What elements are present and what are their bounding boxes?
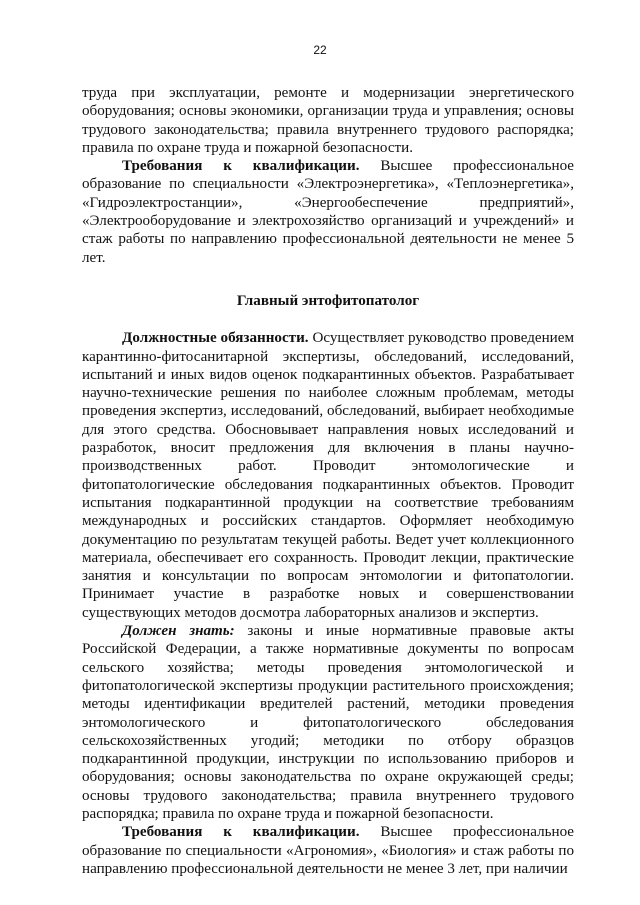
- qualification-text: Высшее профессиональное образование по специальности «Электроэнергетика», «Теплоэнергетика», «Гидроэлектростанции», «Энергообеспечение предприятий», «Электрооборудование и электрохозяйство организаций и учреждений» и стаж работы по направлению профессиональной деятельности не менее 5 лет.: [82, 158, 574, 266]
- qualification-label: Требования к квалификации.: [122, 158, 360, 175]
- qualification-text-2: Высшее профессиональное образование по специальности «Агрономия», «Биология» и стаж работы по направлению профессиональной деятельности не менее 3 лет, при наличии: [82, 824, 574, 877]
- paragraph-qualification-requirements: [82, 157, 574, 267]
- duties-label: Должностные обязанности.: [122, 330, 309, 347]
- paragraph-continuation: труда при эксплуатации, ремонте и модернизации энергетического оборудования; основы экономики, организации труда и управления; основы трудового законодательства; правила внутреннего трудового распорядка; правила по охране труда и пожарной безопасности.: [82, 85, 574, 156]
- page-content: [82, 84, 574, 878]
- duties-text: Осуществляет руководство проведением карантинно-фитосанитарной экспертизы, обследований, исследований, испытаний и иных видов оценок подкарантинных объектов. Разрабатывает научно-технические решения по наиболее сложным проблемам, методы проведения экспертиз, исследований, обследований, выбирает необходимые для этого средства. Обосновывает направления новых исследований и разработок, вносит предложения для включения в планы научно-производственных работ. Проводит энтомологические и фитопатологические обследования подкарантинных объектов. Проводит испытания подкарантинной продукции на соответствие требованиям международных и российских стандартов. Оформляет необходимую документацию по результатам текущей работы. Ведет учет коллекционного материала, обеспечивает его сохранность. Проводит лекции, практические занятия и консультации по вопросам энтомологии и фитопатологии. Принимает участие в разработке новых и совершенствовании существующих методов досмотра лабораторных анализов и экспертиз.: [82, 330, 574, 621]
- qualification-label-2: Требования к квалификации.: [122, 824, 360, 841]
- knowledge-label: Должен знать:: [122, 623, 235, 640]
- paragraph-qualification-requirements-2: [82, 823, 574, 878]
- section-title: Главный энтофитопатолог: [236, 292, 420, 309]
- knowledge-text: законы и иные нормативные правовые акты Российской Федерации, а также нормативные документы по вопросам сельского хозяйства; методы проведения энтомологической и фитопатологической экспертизы продукции растительного происхождения; методы идентификации вредителей растений, методики проведения энтомологического и фитопатологического обследования сельскохозяйственных угодий; методики по отбору образцов подкарантинной продукции, инструкции по использованию приборов и оборудования; основы законодательства по охране окружающей среды; основы трудового законодательства; правила внутреннего трудового распорядка; правила по охране труда и пожарной безопасности.: [82, 623, 575, 822]
- page-number: 22: [313, 43, 327, 57]
- paragraph-knowledge: [82, 622, 574, 823]
- paragraph-duties: [82, 329, 574, 622]
